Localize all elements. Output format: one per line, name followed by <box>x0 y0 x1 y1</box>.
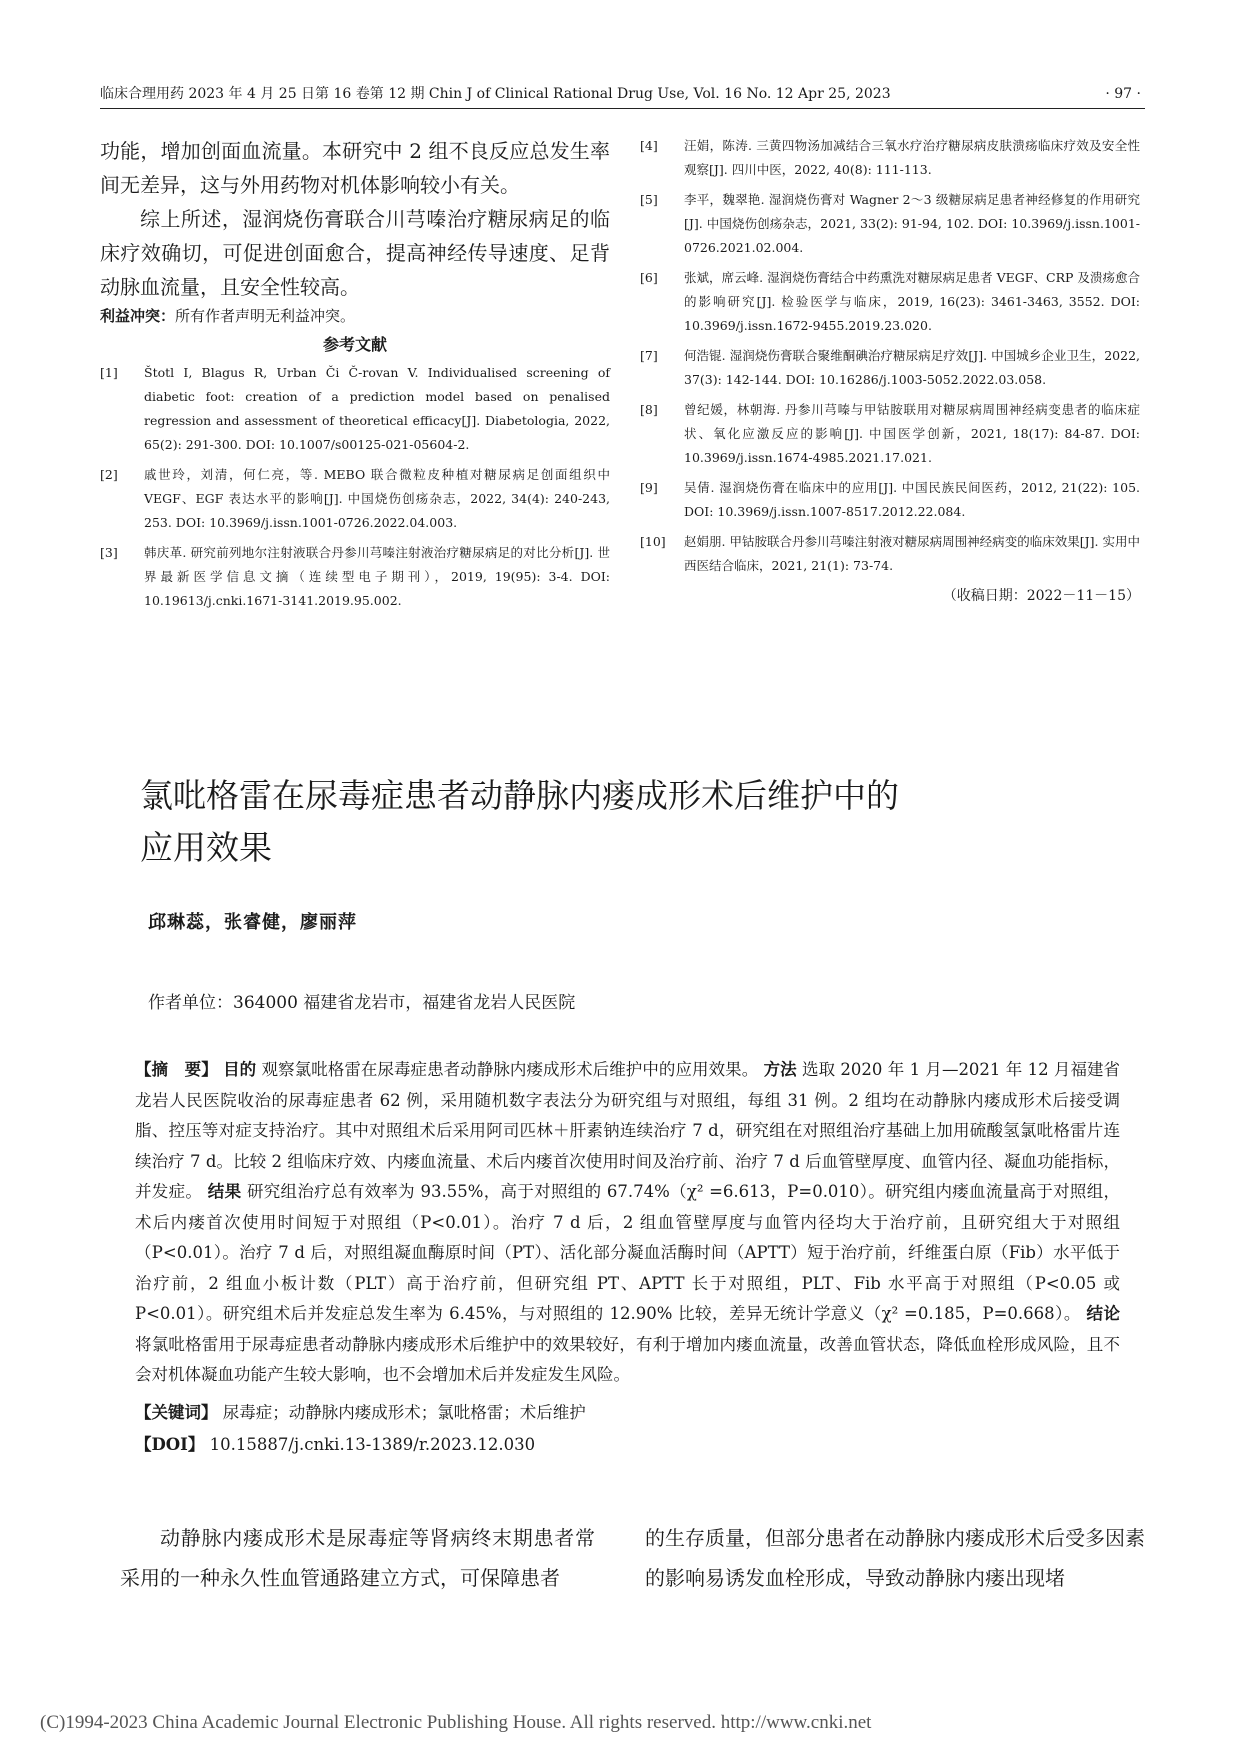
keywords-text: 尿毒症；动静脉内瘘成形术；氯吡格雷；术后维护 <box>222 1403 586 1422</box>
reference-item <box>640 530 1140 578</box>
journal-info: 临床合理用药 2023 年 4 月 25 日第 16 卷第 12 期 Chin J of Clinical Rational Drug Use, Vol. 16 No. 12 Apr 25, 2023 <box>100 86 891 102</box>
doi-label: 【DOI】 <box>135 1435 205 1454</box>
objective-text: 观察氯吡格雷在尿毒症患者动静脉内瘘成形术后维护中的应用效果。 <box>261 1060 759 1079</box>
reference-item <box>100 361 610 457</box>
reference-text: 汪娟，陈涛. 三黄四物汤加减结合三氧水疗治疗糖尿病皮肤溃疡临床疗效及安全性观察[J]. 四川中医，2022, 40(8): 111-113. <box>684 138 1140 177</box>
reference-item <box>640 344 1140 392</box>
author-affiliation: 作者单位：364000 福建省龙岩市，福建省龙岩人民医院 <box>148 993 576 1013</box>
reference-text: Štotl I, Blagus R, Urban Či Č-rovan V. Individualised screening of diabetic foot: creation of a prediction model based on penalised regression and assessment of theoretical efficacy[J]. Diabetologia, 2022, 65(2): 291-300. DOI: 10.1007/s00125-021-05604-2. <box>144 365 610 452</box>
reference-text: 何浩锟. 湿润烧伤膏联合聚维酮碘治疗糖尿病足疗效[J]. 中国城乡企业卫生，2022, 37(3): 142-144. DOI: 10.16286/j.1003-5052.2022.03.058. <box>684 348 1140 387</box>
page-number: · 97 · <box>1105 86 1141 102</box>
article-authors: 邱琳蕊，张睿健，廖丽萍 <box>148 912 357 933</box>
reference-item <box>100 541 610 613</box>
reference-text: 吴倩. 湿润烧伤膏在临床中的应用[J]. 中国民族民间医药，2012, 21(22): 105. DOI: 10.3969/j.issn.1007-8517.2012.22.084. <box>684 480 1140 519</box>
keywords-label: 【关键词】 <box>135 1403 218 1422</box>
reference-text: 李平，魏翠艳. 湿润烧伤膏对 Wagner 2～3 级糖尿病足患者神经修复的作用研究[J]. 中国烧伤创疡杂志，2021, 33(2): 91-94, 102. DOI: 10.3969/j.issn.1001-0726.2021.02.004. <box>684 192 1140 255</box>
abstract <box>135 1055 1120 1391</box>
abstract-label: 【摘 要】 <box>135 1060 218 1079</box>
keywords <box>135 1398 1120 1428</box>
conclusion-label: 结论 <box>1086 1304 1120 1323</box>
reference-number: [4] <box>640 138 658 153</box>
reference-number: [10] <box>640 534 666 549</box>
doi <box>135 1430 1120 1460</box>
intro-right-column <box>645 1518 1145 1598</box>
conclusion-paragraph: 综上所述，湿润烧伤膏联合川芎嗪治疗糖尿病足的临床疗效确切，可促进创面愈合，提高神经传导速度、足背动脉血流量，且安全性较高。 <box>100 207 610 299</box>
intro-paragraph: 动静脉内瘘成形术是尿毒症等肾病终末期患者常采用的一种永久性血管通路建立方式，可保障患者 <box>120 1526 595 1590</box>
intro-paragraph-continued: 的生存质量，但部分患者在动静脉内瘘成形术后受多因素的影响易诱发血栓形成，导致动静脉内瘘出现堵 <box>645 1526 1145 1590</box>
results-text: 研究组治疗总有效率为 93.55%，高于对照组的 67.74%（χ² =6.613，P=0.010）。研究组内瘘血流量高于对照组，术后内瘘首次使用时间短于对照组（P<0.01）。治疗 7 d 后，2 组血管壁厚度与血管内径均大于治疗前，且研究组大于对照组（P<0.01）。治疗 7 d 后，对照组凝血酶原时间（PT）、活化部分凝血活酶时间（APTT）短于治疗前，纤维蛋白原（Fib）水平低于治疗前，2 组血小板计数（PLT）高于治疗前，但研究组 PT、APTT 长于对照组，PLT、Fib 水平高于对照组（P<0.05 或 P<0.01）。研究组术后并发症总发生率为 6.45%，与对照组的 12.90% 比较，差异无统计学意义（χ² =0.185，P=0.668）。 <box>135 1182 1121 1323</box>
reference-text: 曾纪媛，林朝海. 丹参川芎嗪与甲钴胺联用对糖尿病周围神经病变患者的临床症状、氧化应激反应的影响[J]. 中国医学创新，2021, 18(17): 84-87. DOI: 10.3969/j.issn.1674-4985.2021.17.021. <box>684 402 1140 465</box>
copyright-footer: (C)1994-2023 China Academic Journal Electronic Publishing House. All rights reserved. http://www.cnki.net <box>40 1712 872 1733</box>
reference-item <box>640 266 1140 338</box>
reference-number: [8] <box>640 402 658 417</box>
conflict-of-interest <box>100 304 610 328</box>
references-heading: 参考文献 <box>322 335 387 354</box>
reference-number: [5] <box>640 192 658 207</box>
reference-text: 戚世玲，刘清，何仁亮，等. MEBO 联合微粒皮种植对糖尿病足创面组织中 VEGF、EGF 表达水平的影响[J]. 中国烧伤创疡杂志，2022, 34(4): 240-243, 253. DOI: 10.3969/j.issn.1001-0726.2022.04.003. <box>144 467 610 530</box>
conclusion-text: 将氯吡格雷用于尿毒症患者动静脉内瘘成形术后维护中的效果较好，有利于增加内瘘血流量，改善血管状态，降低血栓形成风险，且不会对机体凝血功能产生较大影响，也不会增加术后并发症发生风险。 <box>135 1334 1120 1384</box>
reference-item <box>640 476 1140 524</box>
reference-text: 韩庆革. 研究前列地尔注射液联合丹参川芎嗪注射液治疗糖尿病足的对比分析[J]. 世界最新医学信息文摘（连续型电子期刊），2019, 19(95): 3-4. DOI: 10.19613/j.cnki.1671-3141.2019.95.002. <box>144 545 610 608</box>
article-title-line: 应用效果 <box>140 828 272 867</box>
reference-item <box>640 188 1140 260</box>
received-date: （收稿日期：2022－11－15） <box>942 588 1140 604</box>
methods-text: 选取 2020 年 1 月—2021 年 12 月福建省龙岩人民医院收治的尿毒症患者 62 例，采用随机数字表法分为研究组与对照组，每组 31 例。2 组均在动静脉内瘘成形术后接受调脂、控压等对症支持治疗。其中对照组术后采用阿司匹林＋肝素钠连续治疗 7 d，研究组在对照组治疗基础上加用硫酸氢氯吡格雷片连续治疗 7 d。比较 2 组临床疗效、内瘘血流量、术后内瘘首次使用时间及治疗前、治疗 7 d 后血管壁厚度、血管内径、凝血功能指标，并发症。 <box>135 1060 1121 1201</box>
conflict-label: 利益冲突： <box>100 307 176 325</box>
reference-number: [6] <box>640 270 658 285</box>
reference-number: [2] <box>100 467 118 482</box>
objective-label: 目的 <box>223 1060 257 1079</box>
reference-item <box>100 463 610 535</box>
reference-number: [3] <box>100 545 118 560</box>
prev-article-right-column <box>640 134 1140 608</box>
prev-article-left-column <box>100 134 610 619</box>
conflict-text: 所有作者声明无利益冲突。 <box>175 307 356 325</box>
reference-item <box>640 134 1140 182</box>
article-title <box>140 770 1100 874</box>
reference-text: 张斌，席云峰. 湿润烧伤膏结合中药熏洗对糖尿病足患者 VEGF、CRP 及溃疡愈合的影响研究[J]. 检验医学与临床，2019, 16(23): 3461-3463, 3552. DOI: 10.3969/j.issn.1672-9455.2019.23.020. <box>684 270 1140 333</box>
prev-article-paragraph: 功能，增加创面血流量。本研究中 2 组不良反应总发生率间无差异，这与外用药物对机体影响较小有关。 <box>100 139 610 197</box>
results-label: 结果 <box>207 1182 242 1201</box>
article-title-line: 氯吡格雷在尿毒症患者动静脉内瘘成形术后维护中的 <box>140 776 899 815</box>
reference-number: [9] <box>640 480 658 495</box>
reference-text: 赵娟朋. 甲钴胺联合丹参川芎嗪注射液对糖尿病周围神经病变的临床效果[J]. 实用中西医结合临床，2021, 21(1): 73-74. <box>684 534 1140 573</box>
reference-number: [1] <box>100 365 118 380</box>
intro-left-column <box>120 1518 595 1598</box>
methods-label: 方法 <box>763 1060 797 1079</box>
doi-value: 10.15887/j.cnki.13-1389/r.2023.12.030 <box>209 1435 536 1454</box>
running-header <box>100 84 1145 109</box>
reference-number: [7] <box>640 348 658 363</box>
reference-item <box>640 398 1140 470</box>
